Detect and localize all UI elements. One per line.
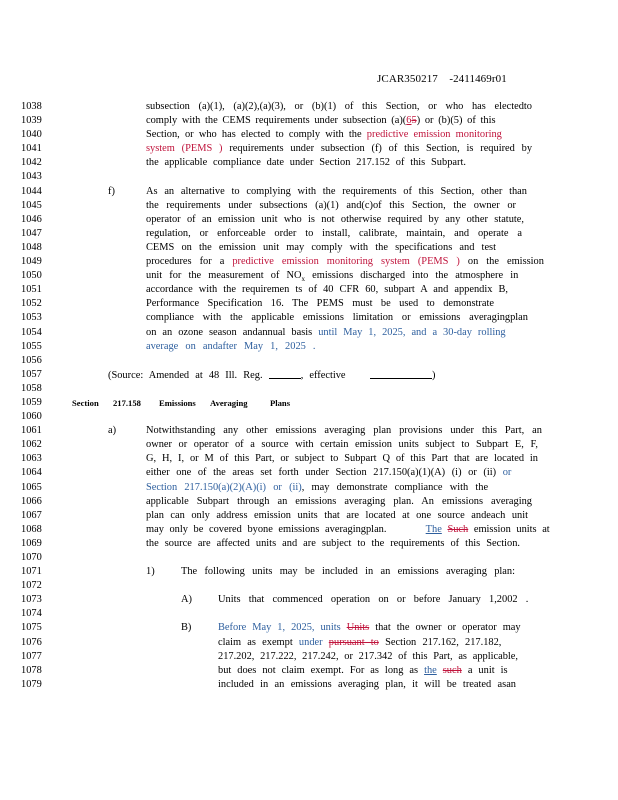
text-line: [0, 283, 618, 297]
deleted-text: pursuant to: [328, 636, 379, 648]
line-number: 1062: [21, 439, 42, 451]
text-line: [0, 410, 618, 424]
inserted-text: average on andafter May 1, 2025 .: [146, 340, 316, 352]
text-line: [0, 326, 618, 340]
text-line: [0, 424, 618, 438]
line-text: comply with the CEMS requirements under subsection (a)(65) or (b)(5) of this: [146, 115, 496, 127]
text-line: [0, 495, 618, 509]
line-number: 1050: [21, 270, 42, 282]
line-number: 1073: [21, 594, 42, 606]
line-number: 1079: [21, 678, 42, 690]
inserted-text: system (PEMS ): [146, 143, 223, 155]
text-line: [0, 650, 618, 664]
line-number: 1077: [21, 650, 42, 662]
revision-id: -2411469r01: [449, 73, 507, 85]
line-number: 1076: [21, 636, 42, 648]
line-text: unit for the measurement of $NO_x$ emissions discharged into the atmosphere in: [146, 270, 519, 284]
line-text: Notwithstanding any other emissions averaging plan provisions under this Part, an: [146, 425, 542, 437]
document-id: JCAR350217: [377, 73, 438, 85]
line-number: 1045: [21, 199, 42, 211]
deleted-text: Units: [346, 622, 370, 634]
line-text: applicable Subpart through an emissions averaging plan. An emissions averaging: [146, 495, 532, 507]
section-label: Section: [72, 397, 99, 408]
deleted-text: 5: [411, 115, 417, 127]
text-line: [0, 255, 618, 269]
section-number: 217.158: [113, 397, 141, 408]
line-number: 1075: [21, 622, 42, 634]
line-text: but does not claim exempt. For as long as the such a unit is: [218, 664, 508, 676]
line-text: regulation, or enforceable order to install, calibrate, maintain, and operate a: [146, 227, 522, 239]
text-line: [0, 664, 618, 678]
line-number: 1057: [21, 368, 42, 380]
line-number: 1038: [21, 101, 42, 112]
line-number: 1049: [21, 256, 42, 268]
line-text: accordance with the requiremen ts of 40 CFR 60, subpart A and appendix B,: [146, 284, 508, 296]
text-line: [0, 114, 618, 128]
line-number: 1039: [21, 115, 42, 127]
text-line: [0, 621, 618, 635]
inserted-text: The: [425, 523, 442, 535]
line-text: The following units may be included in an emissions averaging plan:: [181, 566, 515, 578]
inserted-text: or: [502, 467, 512, 479]
line-number: 1044: [21, 185, 42, 197]
line-number: 1048: [21, 241, 42, 253]
item-label: B): [181, 622, 192, 634]
line-text: 217.202, 217.222, 217.242, or 217.342 of this Part, as applicable,: [218, 650, 518, 662]
line-text: included in an emissions averaging plan, it will be treated asan: [218, 678, 516, 690]
inserted-text: predictive emission monitoring system (PEMS ): [232, 256, 460, 268]
line-text: subsection (a)(1), (a)(2),(a)(3), or (b)(1) of this Section, or who has electedto: [146, 101, 532, 112]
line-text: owner or operator of a source with certain emission units subject to Subpart E, F,: [146, 439, 538, 451]
text-line: [0, 170, 618, 184]
text-line: [0, 636, 618, 650]
line-number: 1071: [21, 566, 42, 578]
blank-field: [370, 368, 432, 379]
text-line: [0, 269, 618, 283]
text-line: [0, 382, 618, 396]
blank-field: [269, 368, 301, 379]
line-number: 1041: [21, 143, 42, 155]
section-title-word: Plans: [270, 397, 291, 408]
text-line: [0, 128, 618, 142]
text-line: [0, 227, 618, 241]
line-text: claim as exempt under pursuant to Section 217.162, 217.182,: [218, 636, 502, 648]
line-text: the applicable compliance date under Section 217.152 of this Subpart.: [146, 157, 466, 169]
inserted-text: Section 217.150(a)(2)(A)(i) or (ii): [146, 481, 302, 493]
inserted-text: predictive emission monitoring: [366, 129, 502, 141]
line-text: may only be covered byone emissions averagingplan. The Such emission units at: [146, 523, 550, 535]
text-line: [0, 340, 618, 354]
text-line: [0, 509, 618, 523]
line-text: procedures for a predictive emission monitoring system (PEMS ) on the emission: [146, 256, 544, 268]
text-line: [0, 142, 618, 156]
deleted-text: Such: [447, 523, 469, 535]
inserted-text: until May 1, 2025, and a 30-day rolling: [318, 326, 506, 338]
line-number: 1067: [21, 509, 42, 521]
item-label: A): [181, 594, 192, 606]
line-number: 1061: [21, 425, 42, 437]
line-text: operator of an emission unit who is not otherwise required by any other statute,: [146, 213, 524, 225]
line-text: Before May 1, 2025, units Units that the owner or operator may: [218, 622, 521, 634]
text-line: [0, 678, 618, 692]
line-text: compliance with the applicable emissions limitation or emissions averagingplan: [146, 312, 528, 324]
line-text: the source are affected units and are subject to the requirements of this Section.: [146, 537, 520, 549]
inserted-text: the: [424, 664, 437, 676]
section-heading: [0, 396, 618, 410]
line-number: 1069: [21, 537, 42, 549]
line-number: 1063: [21, 453, 42, 465]
line-text: As an alternative to complying with the requirements of this Section, other than: [146, 185, 527, 197]
text-line: [0, 579, 618, 593]
text-line: [0, 537, 618, 551]
line-number: 1042: [21, 157, 42, 169]
line-number: 1074: [21, 608, 42, 620]
item-label: 1): [146, 566, 155, 578]
line-text: Section 217.150(a)(2)(A)(i) or (ii), may demonstrate compliance with the: [146, 481, 489, 493]
text-line: [0, 297, 618, 311]
inserted-text: under: [298, 636, 323, 648]
line-text: either one of the areas set forth under Section 217.150(a)(1)(A) (i) or (ii) or: [146, 467, 512, 479]
line-number: 1053: [21, 312, 42, 324]
line-number: 1055: [21, 340, 42, 352]
line-number: 1060: [21, 411, 42, 423]
line-text: the requirements under subsections (a)(1) and(c)of this Section, the owner or: [146, 199, 516, 211]
section-title-word: Emissions: [159, 397, 196, 408]
line-text: G, H, I, or M of this Part, or subject to Subpart Q of this Part that are located in: [146, 453, 538, 465]
line-number: 1078: [21, 664, 42, 676]
line-number: 1072: [21, 580, 42, 592]
text-line: [0, 481, 618, 495]
line-number: 1066: [21, 495, 42, 507]
deleted-text: such: [442, 664, 462, 676]
text-line: [0, 185, 618, 199]
document-body: [0, 100, 618, 692]
line-number: 1051: [21, 284, 42, 296]
source-note: (Source: Amended at 48 Ill. Reg. , effective ): [108, 369, 436, 381]
line-number: 1070: [21, 552, 42, 563]
subsection-label: f): [108, 185, 115, 197]
text-line: [0, 551, 618, 565]
text-line: [0, 156, 618, 170]
text-line: [0, 199, 618, 213]
line-text: Units that commenced operation on or before January 1,2002 .: [218, 594, 529, 606]
line-number: 1065: [21, 481, 42, 493]
line-number: 1047: [21, 227, 42, 239]
text-line: [0, 368, 618, 382]
line-number: 1054: [21, 326, 42, 338]
text-line: [0, 438, 618, 452]
line-text: Section, or who has elected to comply with the predictive emission monitoring: [146, 129, 502, 141]
line-number: 1040: [21, 129, 42, 141]
text-line: [0, 593, 618, 607]
inserted-text: Before May 1, 2025, units: [218, 622, 341, 634]
line-number: 1058: [21, 382, 42, 394]
text-line: [0, 523, 618, 537]
line-text: plan can only address emission units that are located at one source andeach unit: [146, 509, 528, 521]
text-line: [0, 565, 618, 579]
line-number: 1046: [21, 213, 42, 225]
line-number: 1064: [21, 467, 42, 479]
line-number: 1068: [21, 523, 42, 535]
text-line: [0, 311, 618, 325]
text-line: [0, 241, 618, 255]
line-text: CEMS on the emission unit may comply with the specifications and test: [146, 241, 496, 253]
text-line: [0, 354, 618, 368]
text-line: [0, 452, 618, 466]
document-header: [377, 73, 507, 85]
section-title-word: Averaging: [210, 397, 248, 408]
line-number: 1056: [21, 354, 42, 366]
line-number: 1059: [21, 396, 42, 408]
line-number: 1052: [21, 298, 42, 310]
line-text: system (PEMS ) requirements under subsection (f) of this Section, is required by: [146, 143, 533, 155]
inserted-text: 6: [406, 115, 412, 127]
line-number: 1043: [21, 171, 42, 183]
text-line: [0, 466, 618, 480]
text-line: [0, 100, 618, 114]
text-line: [0, 607, 618, 621]
text-line: [0, 213, 618, 227]
line-text: Performance Specification 16. The PEMS must be used to demonstrate: [146, 298, 494, 310]
subsection-label: a): [108, 425, 117, 437]
line-text: on an ozone season andannual basis until May 1, 2025, and a 30-day rolling: [146, 326, 506, 338]
